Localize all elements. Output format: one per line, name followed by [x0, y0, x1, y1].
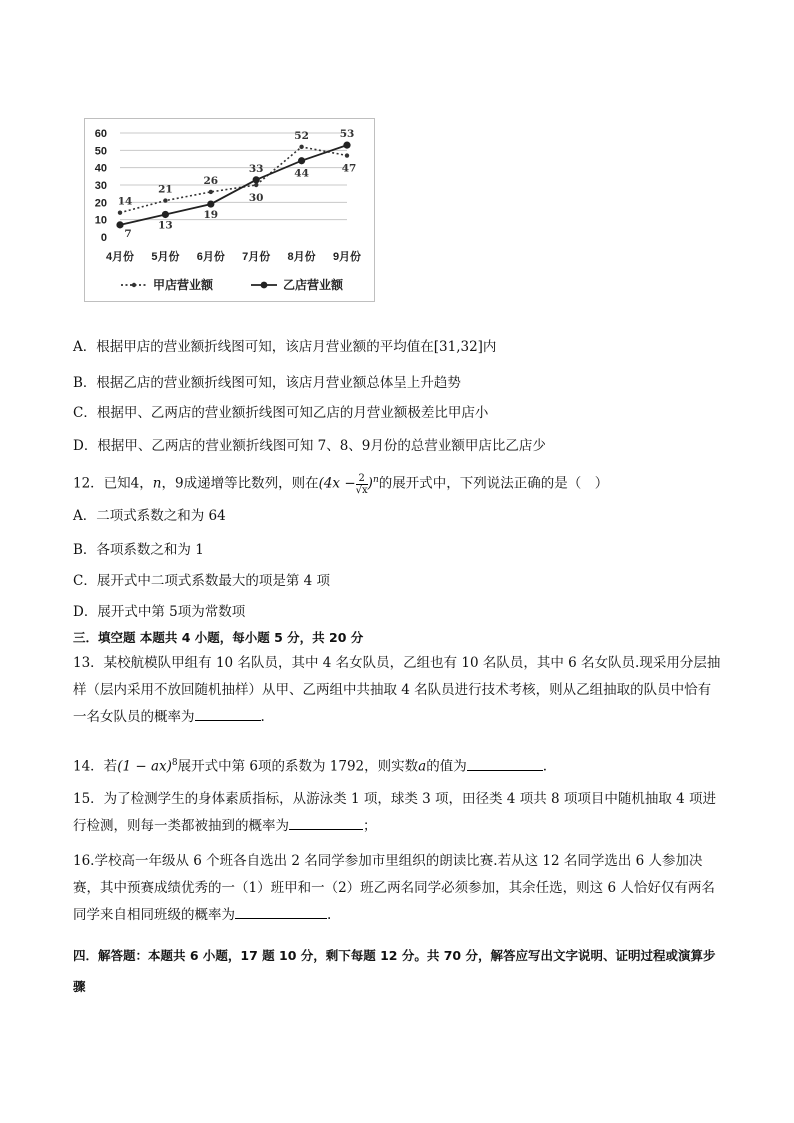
q12-question — [73, 470, 608, 496]
data-point — [207, 200, 214, 207]
y-tick-label: 60 — [94, 128, 107, 140]
q12-option-c: C．展开式中二项式系数最大的项是第 4 项 — [73, 573, 331, 589]
q12-frac-num: 2 — [356, 473, 368, 485]
data-label: 14 — [117, 195, 133, 208]
q16-end: . — [327, 907, 332, 923]
data-label: 52 — [294, 129, 309, 142]
chart-svg — [85, 119, 376, 303]
q15-question — [73, 786, 723, 840]
q12-fraction — [356, 473, 368, 496]
y-tick-label: 40 — [94, 162, 107, 175]
data-label: 13 — [158, 219, 173, 232]
x-tick-label: 5月份 — [151, 251, 180, 263]
y-tick-label: 50 — [94, 145, 107, 158]
x-tick-label: 9月份 — [332, 251, 362, 263]
data-label: 26 — [203, 174, 219, 187]
q16-text: 16.学校高一年级从 6 个班各自选出 2 名同学参加市里组织的朗读比赛.若从这 12 名同学选出 6 人参加决赛，其中预赛成绩优秀的一（1）班甲和一（2）班乙两名同学必须参加，其余任选，则这 6 人恰好仅有两名同学来自相同班级的概率为 — [73, 853, 715, 923]
data-point — [345, 153, 349, 157]
q15-end: ； — [363, 818, 377, 834]
line-chart — [84, 118, 375, 302]
q12-var-n: n — [152, 475, 162, 492]
q12-suffix: 的展开式中，下列说法正确的是（ ） — [378, 475, 609, 492]
data-point — [254, 183, 258, 187]
section3-heading: 三．填空题 本题共 4 小题，每小题 5 分，共 20 分 — [73, 630, 364, 645]
data-point — [299, 145, 303, 149]
data-point — [298, 157, 305, 164]
data-point — [253, 176, 260, 183]
x-tick-label: 7月份 — [242, 251, 271, 263]
data-label: 44 — [294, 167, 309, 180]
q14-suffix: 的值为 — [426, 758, 467, 775]
q11-option-d: D．根据甲、乙两店的营业额折线图可知 7、8、9月份的总营业额甲店比乙店少 — [73, 438, 546, 454]
data-label: 19 — [203, 209, 219, 222]
q16-question — [73, 848, 723, 929]
data-label: 7 — [124, 227, 132, 240]
q13-answer-blank[interactable] — [195, 706, 261, 721]
data-point — [343, 142, 350, 149]
data-point — [162, 211, 169, 218]
q12-option-b: B．各项系数之和为 1 — [73, 542, 204, 558]
section4-heading: 四．解答题：本题共 6 小题，17 题 10 分，剩下每题 12 分。共 70 分，解答应写出文字说明、证明过程或演算步骤 — [73, 948, 716, 994]
data-label: 47 — [341, 162, 357, 175]
x-tick-label: 6月份 — [196, 251, 225, 263]
data-label: 33 — [248, 162, 264, 175]
data-point — [118, 211, 122, 215]
legend-label: 甲店营业额 — [153, 278, 214, 292]
q15-answer-blank[interactable] — [289, 815, 363, 830]
legend-swatch-marker — [261, 282, 268, 289]
q12-option-a: A．二项式系数之和为 64 — [73, 508, 226, 524]
x-tick-label: 8月份 — [287, 251, 316, 263]
q14-prefix: 14．若 — [73, 758, 118, 775]
q13-text: 13．某校航模队甲组有 10 名队员，其中 4 名女队员，乙组也有 10 名队员，其中 6 名女队员.现采用分层抽样（层内采用不放回随机抽样）从甲、乙两组中共抽取 4 名队员进行技术考核，则从乙组抽取的队员中恰有一名女队员的概率为 — [73, 655, 721, 725]
q11-option-b: B．根据乙店的营业额折线图可知，该店月营业额总体呈上升趋势 — [73, 375, 461, 391]
q12-frac-den: √x — [355, 484, 368, 496]
data-point — [163, 198, 167, 202]
legend-label: 乙店营业额 — [283, 278, 344, 292]
q12-option-d: D．展开式中第 5项为常数项 — [73, 604, 246, 620]
data-label: 53 — [339, 128, 355, 141]
q15-text: 15．为了检测学生的身体素质指标，从游泳类 1 项，球类 3 项，田径类 4 项共 8 项项目中随机抽取 4 项进行检测，则每一类都被抽到的概率为 — [73, 791, 717, 834]
y-tick-label: 0 — [100, 232, 107, 244]
q14-base: (1 − ax) — [117, 758, 172, 775]
data-point — [116, 221, 123, 228]
q14-exponent: 8 — [171, 758, 178, 768]
y-tick-label: 20 — [94, 197, 107, 210]
data-label: 30 — [248, 192, 264, 204]
q12-exponent: n — [372, 475, 379, 485]
q14-var: a — [418, 758, 427, 775]
q14-question — [73, 753, 547, 777]
q11-option-c: C．根据甲、乙两店的营业额折线图可知乙店的月营业额极差比甲店小 — [73, 405, 489, 421]
q14-end: . — [542, 758, 547, 775]
legend-swatch-marker — [132, 283, 136, 287]
q16-answer-blank[interactable] — [235, 904, 327, 919]
q12-mid: ，9成递增等比数列，则在 — [161, 475, 319, 492]
q13-question — [73, 650, 723, 731]
data-point — [209, 190, 213, 194]
q14-answer-blank[interactable] — [467, 756, 543, 771]
q14-mid: 展开式中第 6项的系数为 1792，则实数 — [177, 758, 419, 775]
q11-option-a: A．根据甲店的营业额折线图可知，该店月营业额的平均值在[31,32]内 — [73, 339, 497, 355]
y-tick-label: 10 — [94, 214, 107, 227]
q12-expr-open: (4x − — [318, 475, 356, 492]
x-tick-label: 4月份 — [105, 251, 135, 263]
q12-expr-close: ) — [367, 475, 373, 492]
q13-end: . — [260, 709, 265, 725]
q12-prefix: 12．已知4， — [73, 475, 153, 492]
y-tick-label: 30 — [94, 180, 107, 192]
data-label: 21 — [158, 183, 173, 196]
